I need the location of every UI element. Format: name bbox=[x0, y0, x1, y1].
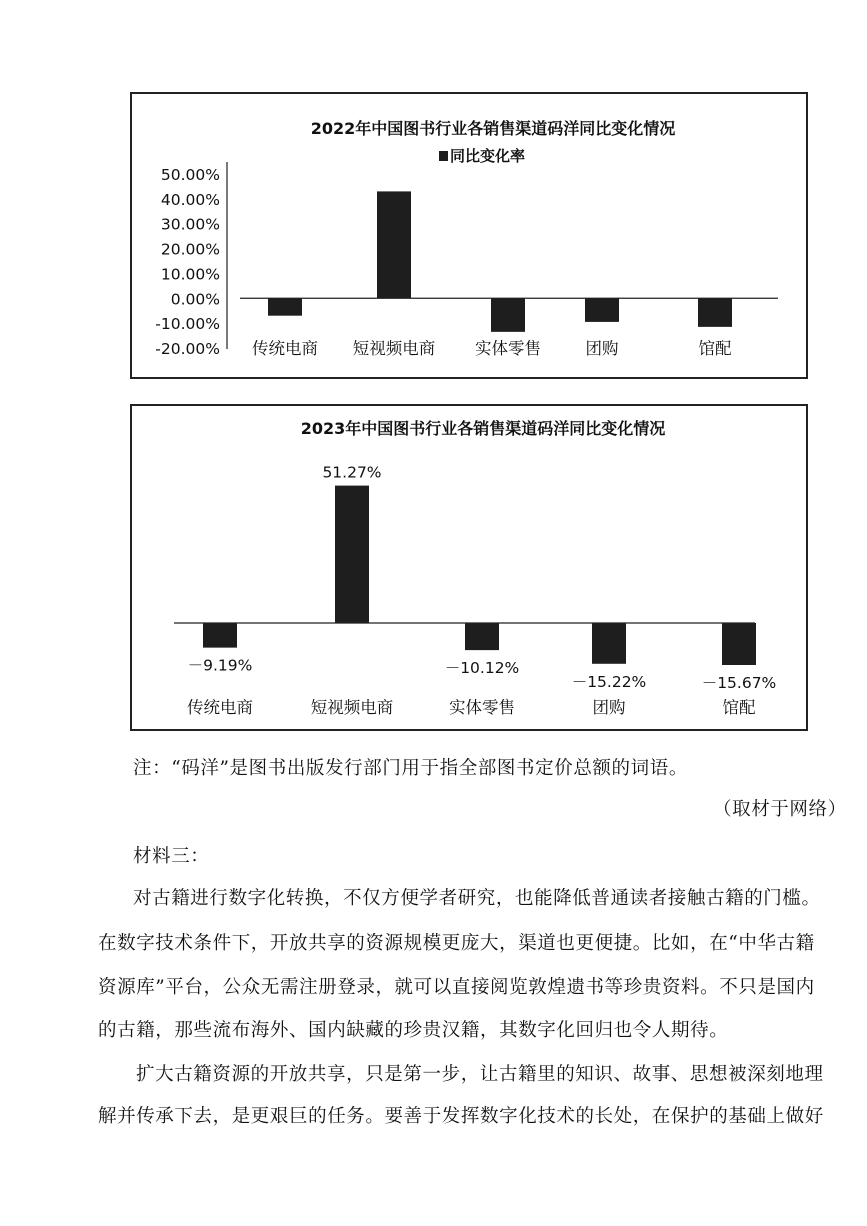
category-label: 馆配 bbox=[722, 698, 756, 717]
bar bbox=[335, 486, 369, 623]
y-tick-label: 10.00% bbox=[160, 265, 220, 284]
bar bbox=[585, 298, 619, 322]
paragraph-line: 的古籍，那些流布海外、国内缺藏的珍贵汉籍，其数字化回归也令人期待。 bbox=[98, 1020, 729, 1041]
chart-2022-svg bbox=[132, 94, 810, 381]
chart-2023-svg bbox=[132, 406, 810, 733]
y-tick-label: 0.00% bbox=[170, 290, 220, 309]
y-tick-label: -20.00% bbox=[155, 340, 220, 358]
source-note: （取材于网络） bbox=[713, 799, 847, 820]
legend-swatch bbox=[439, 151, 448, 161]
bar bbox=[203, 623, 237, 648]
y-tick-label: -10.00% bbox=[155, 315, 220, 334]
paragraph-line: 解并传承下去，是更艰巨的任务。要善于发挥数字化技术的长处，在保护的基础上做好 bbox=[98, 1106, 824, 1127]
chart-2022 bbox=[130, 92, 808, 379]
category-label: 实体零售 bbox=[475, 339, 541, 358]
section-title: 材料三： bbox=[133, 846, 210, 867]
y-tick-label: 30.00% bbox=[160, 215, 220, 234]
data-label: 51.27% bbox=[322, 463, 382, 482]
bar bbox=[377, 191, 411, 298]
bar bbox=[465, 623, 499, 650]
paragraph-line: 资源库”平台，公众无需注册登录，就可以直接阅览敦煌遗书等珍贵资料。不只是国内 bbox=[98, 977, 815, 998]
paragraph-line: 在数字技术条件下，开放共享的资源规模更庞大，渠道也更便捷。比如，在“中华古籍 bbox=[98, 933, 815, 954]
data-label: －15.22% bbox=[571, 672, 647, 691]
category-label: 传统电商 bbox=[252, 339, 318, 358]
category-label: 传统电商 bbox=[187, 698, 253, 717]
category-label: 团购 bbox=[585, 339, 619, 358]
bar bbox=[268, 298, 302, 315]
category-label: 馆配 bbox=[698, 339, 732, 358]
bar bbox=[698, 298, 732, 327]
legend-label: 同比变化率 bbox=[450, 147, 526, 165]
paragraph-line: 对古籍进行数字化转换，不仅方便学者研究，也能降低普通读者接触古籍的门槛。 bbox=[133, 888, 821, 909]
paragraph-line: 扩大古籍资源的开放共享，只是第一步，让古籍里的知识、故事、思想被深刻地理 bbox=[136, 1064, 824, 1085]
category-label: 实体零售 bbox=[449, 698, 515, 717]
bar bbox=[491, 298, 525, 332]
data-label: －15.67% bbox=[701, 673, 777, 692]
y-tick-label: 50.00% bbox=[160, 166, 220, 184]
chart-2023 bbox=[130, 404, 808, 731]
y-tick-label: 40.00% bbox=[160, 190, 220, 209]
bar bbox=[722, 623, 756, 665]
chart-title: 2022年中国图书行业各销售渠道码洋同比变化情况 bbox=[310, 119, 676, 138]
data-label: －10.12% bbox=[444, 659, 520, 678]
chart-note: 注：“码洋”是图书出版发行部门用于指全部图书定价总额的词语。 bbox=[133, 758, 688, 779]
category-label: 短视频电商 bbox=[352, 339, 436, 358]
data-label: －9.19% bbox=[187, 656, 253, 675]
chart-title: 2023年中国图书行业各销售渠道码洋同比变化情况 bbox=[300, 419, 666, 438]
category-label: 短视频电商 bbox=[310, 698, 394, 717]
bar bbox=[592, 623, 626, 664]
y-tick-label: 20.00% bbox=[160, 240, 220, 259]
category-label: 团购 bbox=[592, 698, 626, 717]
